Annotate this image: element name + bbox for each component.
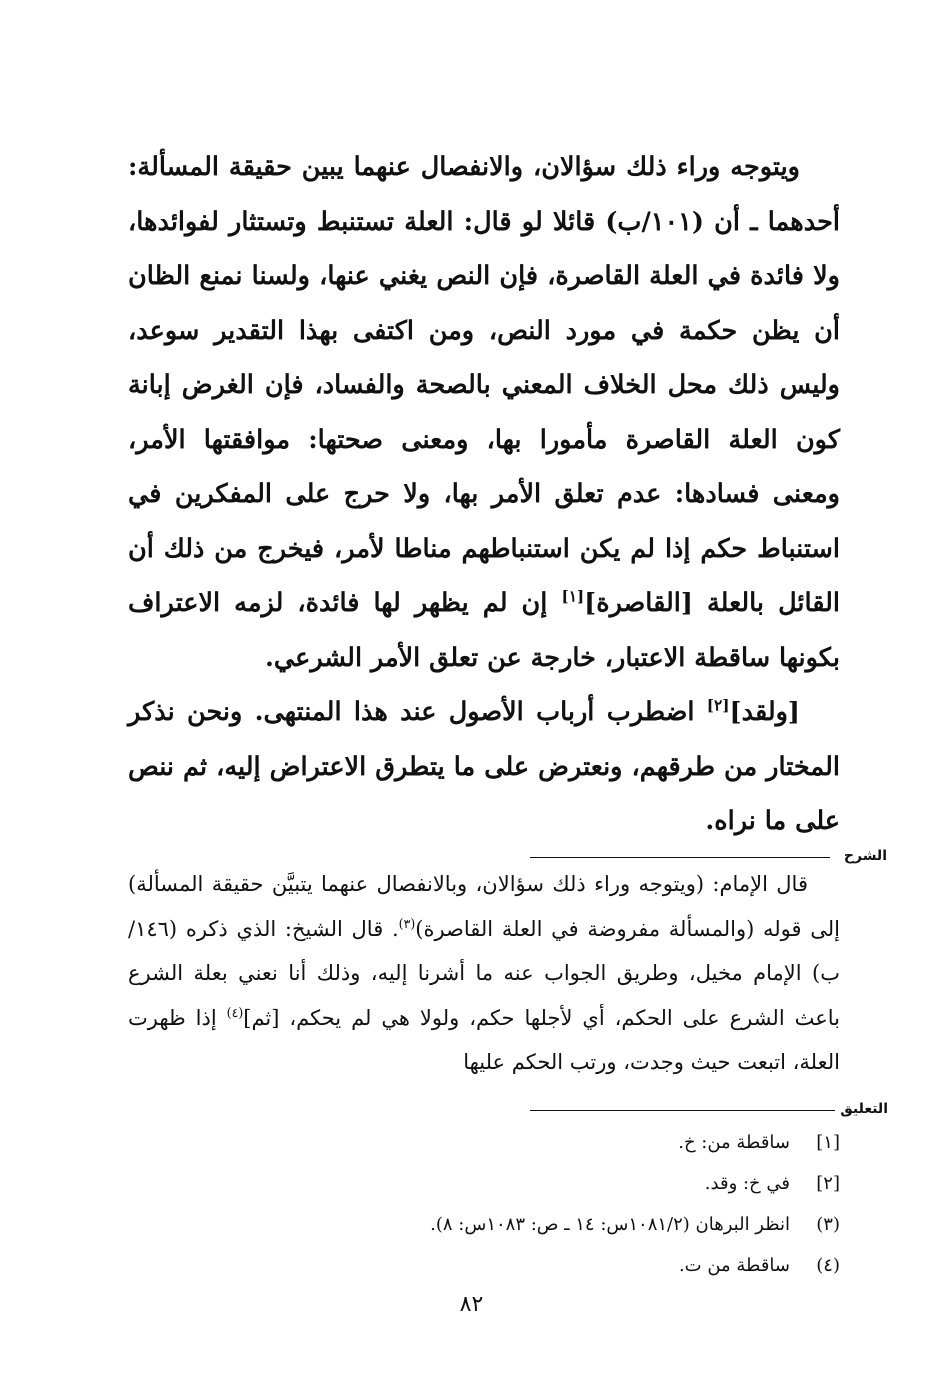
footnote-ref: (٤) [226, 1004, 244, 1020]
taliq-divider [530, 1110, 835, 1111]
taliq-label: التعليق [840, 1101, 888, 1117]
footnote-text: انظر البرهان (١٠٨١/٢س: ١٤ ـ ص: ١٠٨٣س: ٨). [430, 1214, 790, 1235]
main-text [128, 140, 840, 849]
footnote-ref: [٢] [706, 696, 730, 715]
footnote-text: ساقطة من ت. [678, 1255, 790, 1276]
commentary-text-part: . قال الشيخ: الذي ذكره (١٤٦/ب) الإمام مخيل، وطريق الجواب عنه ما أشرنا إليه، وذلك أنا نعني بعلة الشرع باعث الشرع على الحكم، أي لأجلها حكم، ولولا هي لم يحكم، [ثم] [128, 916, 840, 1030]
paragraph-text: اضطرب أرباب الأصول عند هذا المنتهى. ونحن نذكر المختار من طرقهم، ونعترض على ما يتطرق الاعتراض إليه، ثم ننص على ما نراه. [128, 697, 840, 836]
main-paragraph-2 [128, 685, 840, 849]
footnote-text: ساقطة من: خ. [678, 1132, 790, 1153]
footnote-item [280, 1204, 840, 1245]
footnote-item [280, 1245, 840, 1286]
footnotes [280, 1122, 840, 1286]
footnote-number: (٤) [816, 1255, 840, 1276]
paragraph-text: [ولقد] [729, 697, 800, 727]
page-number: ٨٢ [459, 1292, 484, 1317]
paragraph-text: إن لم يظهر لها فائدة، لزمه الاعتراف بكونها ساقطة الاعتبار، خارجة عن تعلق الأمر الشرعي. [128, 588, 840, 673]
commentary-text-part: قال الإمام: (ويتوجه وراء ذلك سؤالان، وبالانفصال عنهما يتبيَّن حقيقة المسألة) إلى قوله (والمسألة مفروضة في العلة القاصرة) [128, 872, 840, 941]
footnote-item [280, 1163, 840, 1204]
commentary-text [128, 862, 840, 1085]
sharh-label: الشرح [843, 848, 887, 864]
commentary-paragraph [128, 862, 840, 1085]
footnote-ref: [١] [561, 587, 585, 606]
paragraph-text: ويتوجه وراء ذلك سؤالان، والانفصال عنهما يبين حقيقة المسألة: أحدهما ـ أن (١٠١/ب) قائلا لو قال: العلة تستنبط وتستثار لفوائدها، ولا فائدة في العلة القاصرة، فإن النص يغني عنها، ولسنا نمنع الظان أن يظن حكمة في مورد النص، ومن اكتفى بهذا التقدير سوعد، وليس ذلك محل الخلاف المعني بالصحة والفساد، فإن الغرض إبانة كون العلة القاصرة مأمورا بها، ومعنى صحتها: موافقتها الأمر، ومعنى فسادها: عدم تعلق الأمر بها، ولا حرج على المفكرين في استنباط حكم إذا لم يكن استنباطهم مناطا لأمر، فيخرج من ذلك أن القائل بالعلة [القاصرة] [128, 152, 840, 618]
footnote-ref: (٣) [398, 915, 416, 931]
footnote-item [280, 1122, 840, 1163]
commentary-text-part: إذا ظهرت العلة، اتبعت حيث وجدت، ورتب الحكم عليها [128, 1005, 840, 1074]
main-paragraph-1 [128, 140, 840, 685]
footnote-number: (٣) [816, 1214, 840, 1235]
sharh-divider [530, 857, 830, 858]
footnote-number: [١] [816, 1132, 840, 1153]
footnote-text: في خ: وقد. [704, 1173, 790, 1194]
footnote-number: [٢] [816, 1173, 840, 1194]
